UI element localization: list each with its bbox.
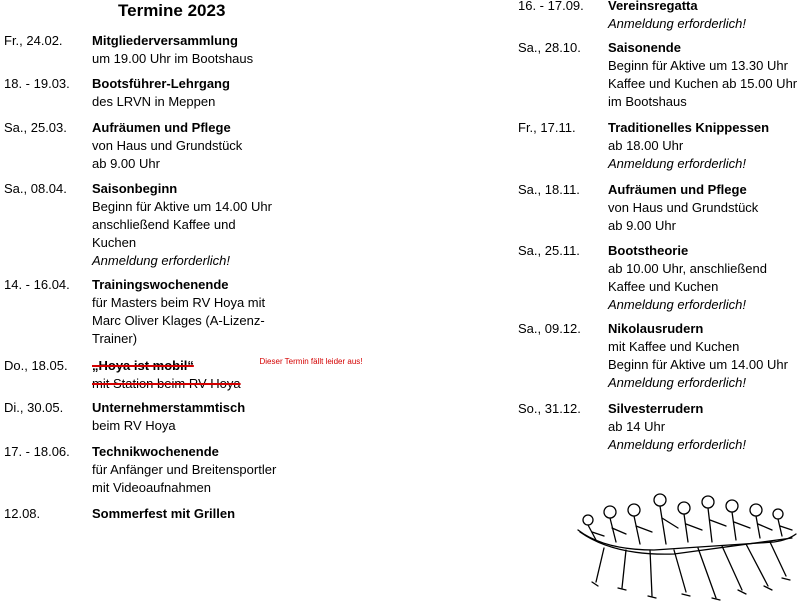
event-date: Di., 30.05. <box>4 400 64 415</box>
registration-note: Anmeldung erforderlich! <box>92 253 231 268</box>
event-details <box>608 320 800 392</box>
event-details <box>92 75 298 111</box>
event-detail-line: Marc Oliver Klages (A-Lizenz- <box>92 313 265 328</box>
event-title: Aufräumen und Pflege <box>608 182 747 197</box>
event-detail-line: mit Videoaufnahmen <box>92 480 212 495</box>
event-date: 18. - 19.03. <box>4 76 70 91</box>
event-date: 17. - 18.06. <box>4 444 70 459</box>
event-title: Saisonende <box>608 40 681 55</box>
event-detail-line: mit Kaffee und Kuchen <box>608 339 740 354</box>
event-title: Unternehmerstammtisch <box>92 400 246 415</box>
event-detail-line: ab 9.00 Uhr <box>608 218 676 233</box>
event-detail-line: ab 18.00 Uhr <box>608 138 684 153</box>
event-detail-line: beim RV Hoya <box>92 418 176 433</box>
event-details <box>92 180 298 270</box>
cancellation-note: Dieser Termin fällt leider aus! <box>259 357 363 366</box>
event-detail-line: Beginn für Aktive um 14.00 Uhr <box>608 357 788 372</box>
event-title: Mitgliederversammlung <box>92 33 238 48</box>
event-date: Sa., 18.11. <box>518 182 580 197</box>
event-details <box>608 119 800 173</box>
event-details <box>92 32 298 68</box>
event-title: Silvesterrudern <box>608 401 704 416</box>
event-detail-line: ab 14 Uhr <box>608 419 666 434</box>
event-detail-line: Kuchen <box>92 235 137 250</box>
event-title: Nikolausrudern <box>608 321 704 336</box>
event-details <box>92 399 298 435</box>
event-date: 16. - 17.09. <box>518 0 584 13</box>
event-detail-line: ab 9.00 Uhr <box>92 156 160 171</box>
event-detail-line: Kaffee und Kuchen ab 15.00 Uhr <box>608 76 798 91</box>
event-detail-line: von Haus und Grundstück <box>92 138 243 153</box>
event-details <box>92 119 298 173</box>
registration-note: Anmeldung erforderlich! <box>608 375 747 390</box>
event-title: Sommerfest mit Grillen <box>92 506 236 521</box>
event-title: Technikwochenende <box>92 444 219 459</box>
event-detail-line: für Anfänger und Breitensportler <box>92 462 277 477</box>
event-date: 12.08. <box>4 506 41 521</box>
event-title: Traditionelles Knippessen <box>608 120 770 135</box>
event-title: Bootsführer-Lehrgang <box>92 76 230 91</box>
event-title: Bootstheorie <box>608 243 689 258</box>
event-details <box>608 181 800 235</box>
event-detail-line: Beginn für Aktive um 13.30 Uhr <box>608 58 788 73</box>
event-date: Fr., 24.02. <box>4 33 63 48</box>
event-detail-line: anschließend Kaffee und <box>92 217 236 232</box>
event-detail-line: ab 10.00 Uhr, anschließend <box>608 261 767 276</box>
event-details <box>92 505 298 523</box>
event-detail-line: im Bootshaus <box>608 94 687 109</box>
event-title: Trainingswochenende <box>92 277 229 292</box>
event-date: Sa., 28.10. <box>518 40 581 55</box>
event-date: 14. - 16.04. <box>4 277 70 292</box>
event-details <box>92 276 298 348</box>
registration-note: Anmeldung erforderlich! <box>608 156 747 171</box>
event-detail-line: um 19.00 Uhr im Bootshaus <box>92 51 254 66</box>
event-detail-line: Kaffee und Kuchen <box>608 279 719 294</box>
event-details <box>92 443 298 497</box>
event-detail-line: Trainer) <box>92 331 138 346</box>
event-date: So., 31.12. <box>518 401 581 416</box>
event-date: Sa., 25.11. <box>518 243 580 258</box>
event-title: „Hoya ist mobil“ <box>92 358 194 373</box>
event-detail-line: des LRVN in Meppen <box>92 94 216 109</box>
event-details <box>608 39 800 111</box>
event-date: Do., 18.05. <box>4 358 68 373</box>
event-date: Sa., 25.03. <box>4 120 67 135</box>
event-details <box>608 0 800 33</box>
event-details <box>608 242 800 314</box>
event-detail-line: Beginn für Aktive um 14.00 Uhr <box>92 199 272 214</box>
event-title: Saisonbeginn <box>92 181 178 196</box>
registration-note: Anmeldung erforderlich! <box>608 297 747 312</box>
event-date: Sa., 08.04. <box>4 181 67 196</box>
event-detail-line: von Haus und Grundstück <box>608 200 759 215</box>
event-date: Sa., 09.12. <box>518 321 581 336</box>
registration-note: Anmeldung erforderlich! <box>608 437 747 452</box>
event-detail-line: für Masters beim RV Hoya mit <box>92 295 266 310</box>
event-title: Vereinsregatta <box>608 0 698 13</box>
event-details <box>608 400 800 454</box>
event-date: Fr., 17.11. <box>518 120 576 135</box>
rowing-crew-illustration <box>574 486 800 604</box>
page-title: Termine 2023 <box>118 1 226 20</box>
event-title: Aufräumen und Pflege <box>92 120 231 135</box>
registration-note: Anmeldung erforderlich! <box>608 16 747 31</box>
event-detail-line: mit Station beim RV Hoya <box>92 376 241 391</box>
